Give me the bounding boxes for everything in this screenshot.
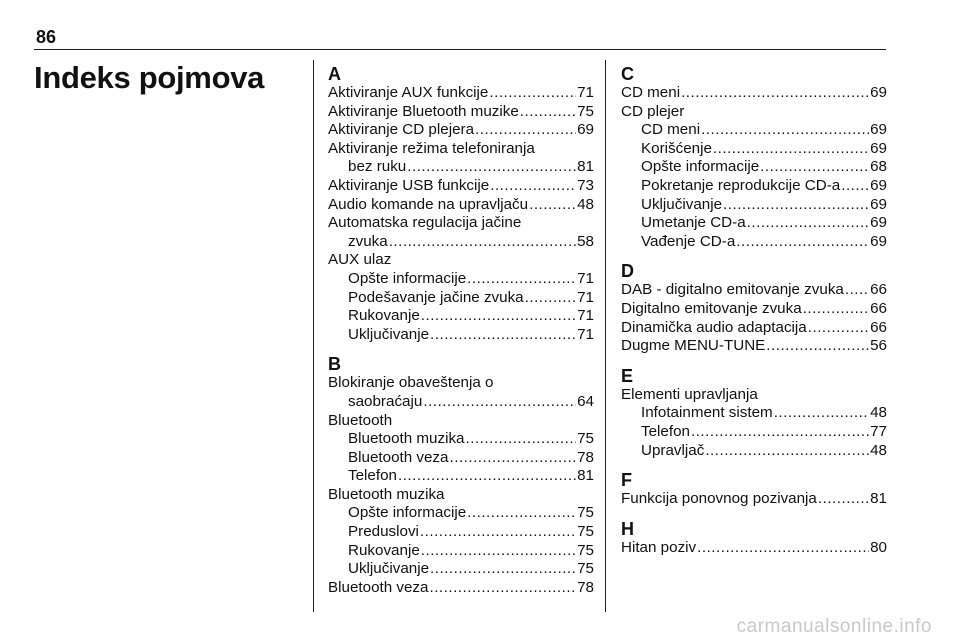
index-entry: [621, 337, 887, 356]
dot-leader: [713, 140, 869, 159]
index-entry: [621, 539, 887, 558]
index-entry: [328, 579, 594, 598]
index-subentry: [328, 467, 594, 486]
dot-leader: [520, 103, 576, 122]
index-subentry: [621, 423, 887, 442]
page-ref: 78: [577, 578, 594, 596]
dot-leader: [421, 307, 576, 326]
page-ref: 71: [577, 307, 594, 325]
dot-leader: [818, 490, 869, 509]
page-ref: 73: [577, 176, 594, 194]
dot-leader: [705, 442, 869, 461]
page-ref: 77: [870, 422, 887, 440]
entry-label: Bluetooth veza: [348, 448, 449, 466]
page-ref: 69: [870, 214, 887, 232]
entry-label: Dinamička audio adaptacija: [621, 318, 807, 336]
entry-label: Upravljač: [641, 441, 705, 459]
dot-leader: [723, 196, 869, 215]
dot-leader: [430, 560, 576, 579]
index-subentry: [328, 270, 594, 289]
entry-label: Telefon: [641, 422, 690, 440]
index-subentry: [328, 560, 594, 579]
page-ref: 75: [577, 523, 594, 541]
column-divider: [605, 60, 606, 612]
page-ref: 81: [577, 467, 594, 485]
index-entry: [621, 319, 887, 338]
entry-label: saobraćaju: [348, 392, 423, 410]
entry-label: CD meni: [621, 84, 681, 101]
entry-label: Hitan poziv: [621, 538, 697, 556]
dot-leader: [490, 177, 576, 196]
index-entry: [328, 233, 594, 252]
entry-label: Aktiviranje USB funkcije: [328, 176, 490, 194]
entry-label: bez ruku: [348, 158, 407, 176]
page-ref: 69: [870, 195, 887, 213]
page-ref: 69: [577, 121, 594, 139]
dot-leader: [808, 319, 869, 338]
entry-label: Rukovanje: [348, 541, 420, 559]
index-letter: A: [328, 64, 341, 84]
page-ref: 81: [870, 490, 887, 508]
entry-label: Funkcija ponovnog pozivanja: [621, 490, 817, 508]
page-ref: 71: [577, 325, 594, 343]
page-ref: 69: [870, 176, 887, 194]
dot-leader: [467, 504, 576, 523]
dot-leader: [525, 289, 576, 308]
index-subentry: [328, 326, 594, 345]
entry-label: Telefon: [348, 467, 397, 485]
index-entry: [328, 393, 594, 412]
page-ref: 69: [870, 84, 887, 101]
entry-label: Infotainment sistem: [641, 404, 773, 422]
page-ref: 75: [577, 541, 594, 559]
index-entry-heading: Automatska regulacija jačine: [328, 214, 522, 232]
dot-leader: [389, 233, 576, 252]
entry-label: zvuka: [348, 232, 388, 250]
index-entry-heading: AUX ulaz: [328, 251, 392, 269]
index-entry: [621, 490, 887, 509]
index-entry-heading: Bluetooth: [328, 411, 393, 429]
dot-leader: [681, 84, 869, 103]
header-rule: [34, 49, 886, 50]
index-letter: H: [621, 518, 634, 539]
dot-leader: [421, 542, 576, 561]
dot-leader: [407, 158, 576, 177]
dot-leader: [747, 214, 869, 233]
column-divider: [313, 60, 314, 612]
entry-label: DAB - digitalno emitovanje zvuka: [621, 281, 844, 299]
dot-leader: [766, 337, 869, 356]
index-subentry: [328, 307, 594, 326]
page-ref: 64: [577, 392, 594, 410]
index-subentry: [328, 289, 594, 308]
page-ref: 69: [870, 139, 887, 157]
dot-leader: [841, 177, 869, 196]
page-ref: 71: [577, 84, 594, 101]
index-subentry: [621, 121, 887, 140]
page-ref: 58: [577, 232, 594, 250]
index-subentry: [328, 504, 594, 523]
index-subentry: [328, 542, 594, 561]
entry-label: Aktiviranje AUX funkcije: [328, 84, 489, 101]
index-entry: [328, 158, 594, 177]
index-subentry: [328, 430, 594, 449]
page-ref: 75: [577, 560, 594, 578]
page-ref: 66: [870, 299, 887, 317]
index-entry: [328, 177, 594, 196]
entry-label: Bluetooth muzika: [348, 430, 465, 448]
index-entry-heading: Aktiviranje režima telefoniranja: [328, 139, 535, 157]
dot-leader: [429, 579, 576, 598]
dot-leader: [420, 523, 576, 542]
index-subentry: [621, 177, 887, 196]
index-entry-heading: CD plejer: [621, 102, 685, 120]
dot-leader: [845, 281, 869, 300]
page-ref: 48: [577, 195, 594, 213]
index-entry-heading: Elementi upravljanja: [621, 385, 758, 403]
entry-label: Audio komande na upravljaču: [328, 195, 529, 213]
page-ref: 78: [577, 448, 594, 466]
entry-label: CD meni: [641, 121, 701, 139]
entry-label: Umetanje CD-a: [641, 214, 746, 232]
page-ref: 66: [870, 318, 887, 336]
page-ref: 81: [577, 158, 594, 176]
entry-label: Pokretanje reprodukcije CD-a: [641, 176, 841, 194]
index-entry-heading: Bluetooth muzika: [328, 485, 445, 503]
page-ref: 71: [577, 288, 594, 306]
entry-label: Aktiviranje Bluetooth muzike: [328, 102, 519, 120]
page-ref: 69: [870, 232, 887, 250]
entry-label: Dugme MENU-TUNE: [621, 337, 766, 355]
index-entry: [621, 281, 887, 300]
dot-leader: [760, 158, 869, 177]
index-subentry: [328, 523, 594, 542]
page-ref: 48: [870, 404, 887, 422]
dot-leader: [423, 393, 576, 412]
index-subentry: [621, 214, 887, 233]
index-entry: [328, 196, 594, 215]
page-ref: 75: [577, 504, 594, 522]
dot-leader: [774, 404, 869, 423]
index-entry: [621, 84, 887, 103]
index-subentry: [621, 196, 887, 215]
dot-leader: [475, 121, 576, 140]
entry-label: Bluetooth veza: [328, 578, 429, 596]
index-letter: C: [621, 64, 634, 84]
dot-leader: [736, 233, 869, 252]
page-number: 86: [36, 27, 57, 47]
index-letter: B: [328, 354, 341, 375]
entry-label: Digitalno emitovanje zvuka: [621, 299, 802, 317]
index-column-2: [621, 64, 887, 557]
index-entry: [621, 300, 887, 319]
dot-leader: [697, 539, 869, 558]
dot-leader: [701, 121, 869, 140]
page-ref: 68: [870, 158, 887, 176]
page-ref: 75: [577, 102, 594, 120]
dot-leader: [467, 270, 576, 289]
entry-label: Korišćenje: [641, 139, 712, 157]
entry-label: Rukovanje: [348, 307, 420, 325]
entry-label: Vađenje CD-a: [641, 232, 736, 250]
page-ref: 66: [870, 281, 887, 299]
page-ref: 56: [870, 337, 887, 355]
entry-label: Podešavanje jačine zvuka: [348, 288, 524, 306]
page-title: Indeks pojmova: [34, 60, 265, 95]
dot-leader: [466, 430, 577, 449]
index-entry-heading: Blokiranje obaveštenja o: [328, 374, 494, 392]
index-subentry: [621, 140, 887, 159]
index-subentry: [328, 449, 594, 468]
dot-leader: [430, 326, 576, 345]
index-subentry: [621, 158, 887, 177]
watermark: carmanualsonline.info: [736, 616, 932, 637]
index-entry: [328, 103, 594, 122]
index-subentry: [621, 233, 887, 252]
dot-leader: [489, 84, 576, 103]
index-column-1: [328, 64, 594, 597]
index-subentry: [621, 442, 887, 461]
entry-label: Opšte informacije: [348, 504, 467, 522]
index-letter: F: [621, 470, 632, 491]
dot-leader: [398, 467, 576, 486]
dot-leader: [803, 300, 869, 319]
page-ref: 71: [577, 269, 594, 287]
index-letter: E: [621, 365, 634, 386]
entry-label: Uključivanje: [348, 560, 430, 578]
dot-leader: [691, 423, 869, 442]
entry-label: Preduslovi: [348, 523, 419, 541]
index-entry: [328, 84, 594, 103]
page-ref: 69: [870, 121, 887, 139]
entry-label: Opšte informacije: [641, 158, 760, 176]
dot-leader: [449, 449, 576, 468]
page-ref: 48: [870, 441, 887, 459]
dot-leader: [529, 196, 576, 215]
page-ref: 75: [577, 430, 594, 448]
entry-label: Opšte informacije: [348, 269, 467, 287]
entry-label: Aktiviranje CD plejera: [328, 121, 475, 139]
index-subentry: [621, 404, 887, 423]
entry-label: Uključivanje: [641, 195, 723, 213]
entry-label: Uključivanje: [348, 325, 430, 343]
index-letter: D: [621, 261, 634, 282]
page-ref: 80: [870, 538, 887, 556]
index-entry: [328, 121, 594, 140]
